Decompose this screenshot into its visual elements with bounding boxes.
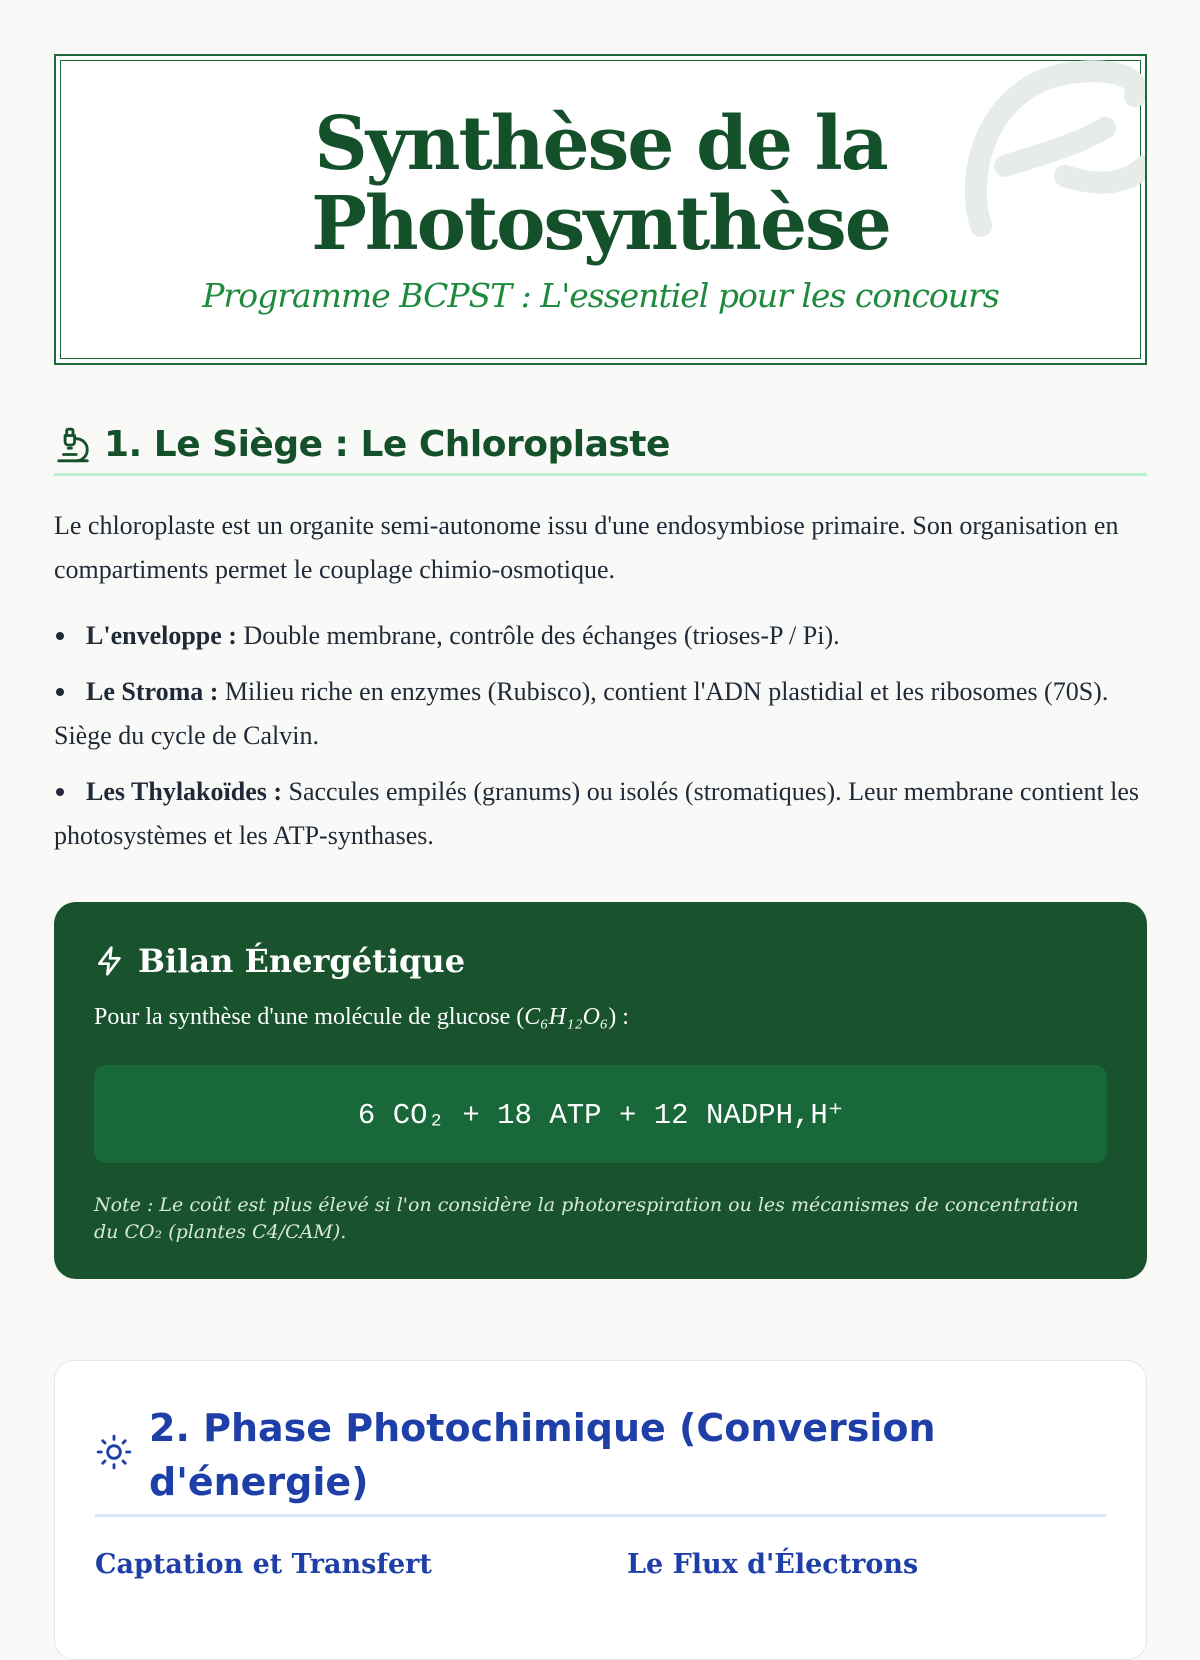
sun-icon: [95, 1433, 133, 1471]
energy-note: Note : Le coût est plus élevé si l'on considère la photorespiration ou les mécanismes de concentration du CO₂ (plantes C4/CAM).: [94, 1194, 1079, 1243]
section-1-intro: Le chloroplaste est un organite semi-autonome issu d'une endosymbiose primaire. Son organisation en compartiments permet le couplage chimio-osmotique.: [54, 511, 1119, 584]
bullet-icon: [56, 632, 64, 640]
glucose-formula: C₆H₁₂O₆: [524, 1004, 609, 1030]
page: [54, 54, 1147, 1580]
section-1-title: 1. Le Siège : Le Chloroplaste: [104, 424, 670, 465]
list-item-text: Saccules empilés (granums) ou isolés (stromatiques). Leur membrane contient les photosystèmes et les ATP-synthases.: [54, 777, 1140, 850]
bullet-icon: [56, 688, 64, 696]
page-title: [56, 101, 1145, 267]
chloroplast-list: [54, 614, 1147, 870]
energy-balance-box: [54, 902, 1147, 1279]
column-title-capture: Captation et Transfert: [95, 1549, 432, 1580]
section-2-card: [54, 1360, 1147, 1660]
list-item-term: L'enveloppe :: [86, 621, 237, 650]
bullet-icon: [56, 788, 64, 796]
section-1-heading: [54, 416, 1147, 476]
title-line-2: Photosynthèse: [311, 181, 890, 267]
energy-title: Bilan Énergétique: [138, 942, 466, 980]
title-line-1: Synthèse de la: [314, 101, 887, 187]
energy-desc-suffix: ) :: [608, 1004, 629, 1030]
list-item: [54, 614, 1147, 658]
list-item-text: Double membrane, contrôle des échanges (trioses-P / Pi).: [236, 621, 840, 650]
section-2-title: 2. Phase Photochimique (Conversion d'énergie): [149, 1406, 936, 1504]
page-subtitle: Programme BCPST : L'essentiel pour les concours: [202, 276, 999, 315]
energy-heading: [94, 942, 465, 980]
section-2-heading: [95, 1401, 1106, 1517]
energy-desc-prefix: Pour la synthèse d'une molécule de glucose (: [94, 1004, 525, 1030]
list-item-term: Le Stroma :: [86, 677, 219, 706]
microscope-icon: [54, 426, 92, 464]
list-item: [54, 770, 1147, 858]
lightning-icon: [94, 945, 126, 977]
list-item: [54, 670, 1147, 758]
column-title-electron-flow: Le Flux d'Électrons: [627, 1549, 919, 1580]
title-banner: [54, 54, 1147, 365]
energy-equation: 6 CO₂ + 18 ATP + 12 NADPH,H⁺: [94, 1065, 1107, 1163]
energy-description: [94, 1004, 629, 1031]
list-item-term: Les Thylakoïdes :: [86, 777, 283, 806]
list-item-text: Milieu riche en enzymes (Rubisco), contient l'ADN plastidial et les ribosomes (70S). Siège du cycle de Calvin.: [54, 677, 1109, 750]
